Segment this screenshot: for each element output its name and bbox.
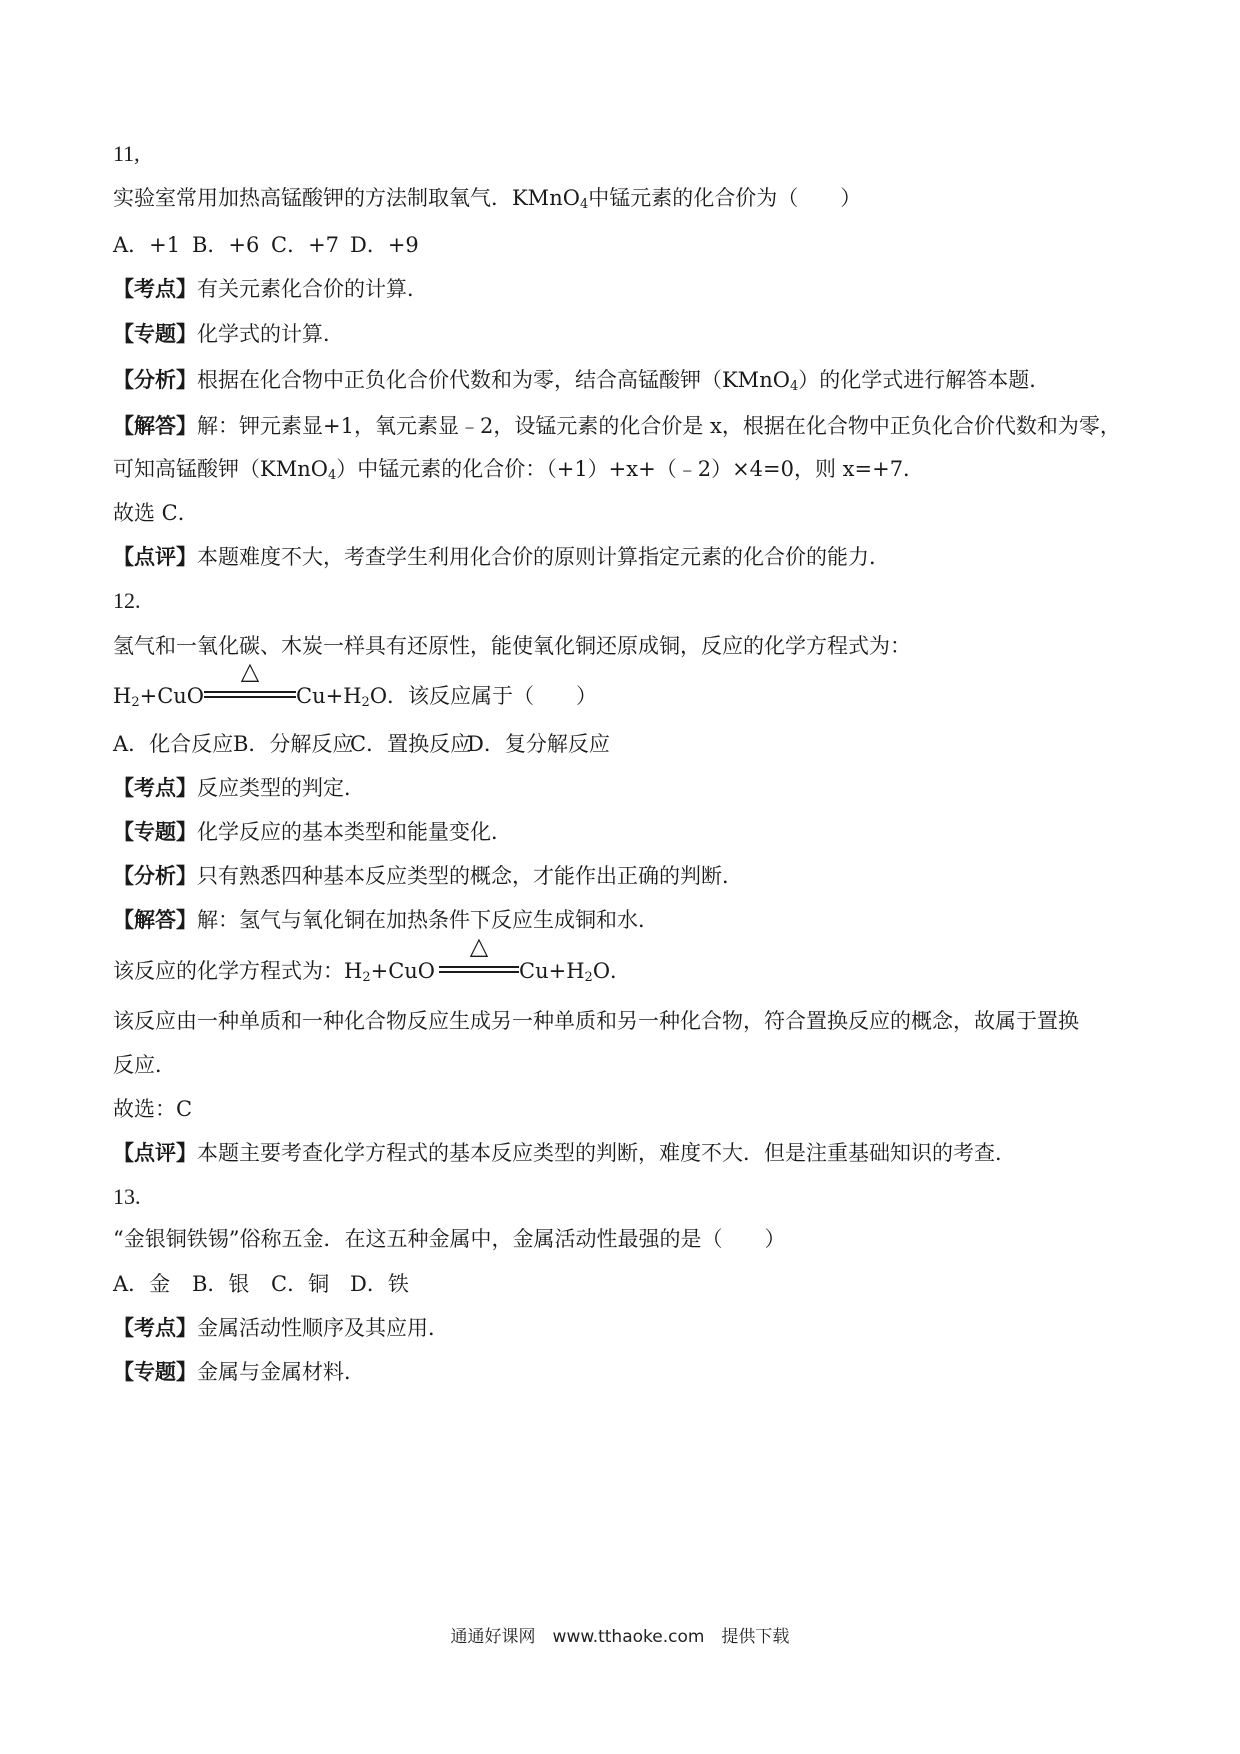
dianping-row: 【点评】本题难度不大，考查学生利用化合价的原则计算指定元素的化合价的能力． — [113, 544, 890, 569]
reaction-arrow — [204, 657, 296, 705]
kaodian-tag: 【考点】 — [113, 1315, 197, 1340]
reaction-arrow — [439, 932, 519, 980]
option-c: C．铜 — [271, 1272, 330, 1296]
kaodian-tag: 【考点】 — [113, 775, 197, 800]
option-b: B．+6 — [192, 233, 260, 257]
kaodian-row: 【考点】有关元素化合价的计算． — [113, 276, 428, 301]
option-d: D．复分解反应 — [467, 732, 610, 756]
fenxi-tag: 【分析】 — [113, 863, 197, 888]
chemical-equation-line: 该反应的化学方程式为：$H_2+CuO$ △ $Cu+H_2O$． — [113, 932, 632, 985]
question-stem: 氢气和一氧化碳、木炭一样具有还原性，能使氧化铜还原成铜，反应的化学方程式为： — [113, 634, 911, 658]
fenxi-tag: 【分析】 — [113, 367, 197, 392]
zhuanti-row: 【专题】金属与金属材料． — [113, 1359, 365, 1384]
fenxi-row: 【分析】根据在化合物中正负化合价代数和为零，结合高锰酸钾（KMnO$_4$）的化学式进行解答本题． — [113, 367, 1051, 394]
jieda-tag: 【解答】 — [113, 413, 197, 438]
option-b: B．银 — [192, 1272, 250, 1296]
jieda-continuation: 可知高锰酸钾（KMnO$_4$）中锰元素的化合价：（+1）+x+（﹣2）×4=0，则 x=+7． — [113, 457, 925, 483]
chemical-equation-line: $H_2+CuO$ △ $Cu+H_2O$．该反应属于（ ） — [113, 657, 598, 710]
jieda-tag: 【解答】 — [113, 907, 197, 932]
jieda-continuation: 反应． — [113, 1053, 176, 1077]
jieda-row: 【解答】解：氢气与氧化铜在加热条件下反应生成铜和水． — [113, 907, 659, 932]
page-footer: 通通好课网 www.tthaoke.com 提供下载 — [450, 1627, 790, 1647]
dianping-tag: 【点评】 — [113, 1140, 197, 1165]
jieda-row: 【解答】解：钾元素显+1，氧元素显﹣2，设锰元素的化合价是 x，根据在化合物中正负化合价代数和为零， — [113, 413, 1121, 438]
question-stem: 实验室常用加热高锰酸钾的方法制取氧气．KMnO$_4$中锰元素的化合价为（ ） — [113, 186, 862, 212]
option-a: A．化合反应 — [113, 732, 234, 756]
answer-line: 故选：C — [113, 1097, 193, 1121]
answer-options — [113, 730, 610, 758]
option-d: D．+9 — [350, 233, 419, 257]
option-c: C．置换反应 — [350, 732, 472, 756]
option-a: A．+1 — [113, 233, 181, 257]
jieda-continuation: 该反应由一种单质和一种化合物反应生成另一种单质和另一种化合物，符合置换反应的概念，故属于置换 — [113, 1009, 1079, 1033]
zhuanti-row: 【专题】化学反应的基本类型和能量变化． — [113, 819, 512, 844]
question-number: 11, — [113, 141, 140, 166]
heat-triangle-icon: △ — [469, 932, 489, 960]
question-number: 13. — [113, 1184, 141, 1209]
zhuanti-tag: 【专题】 — [113, 819, 197, 844]
heat-triangle-icon: △ — [240, 657, 260, 685]
zhuanti-tag: 【专题】 — [113, 321, 197, 346]
fenxi-row: 【分析】只有熟悉四种基本反应类型的概念，才能作出正确的判断． — [113, 863, 743, 888]
question-number: 12. — [113, 588, 141, 613]
zhuanti-tag: 【专题】 — [113, 1359, 197, 1384]
question-stem: “金银铜铁锡”俗称五金．在这五种金属中，金属活动性最强的是（ ） — [113, 1227, 786, 1251]
kaodian-tag: 【考点】 — [113, 276, 197, 301]
option-a: A．金 — [113, 1272, 171, 1296]
answer-options — [113, 231, 419, 259]
option-d: D．铁 — [350, 1272, 409, 1296]
kaodian-row: 【考点】金属活动性顺序及其应用． — [113, 1315, 449, 1340]
answer-options — [113, 1270, 409, 1298]
kaodian-row: 【考点】反应类型的判定． — [113, 775, 365, 800]
zhuanti-row: 【专题】化学式的计算． — [113, 321, 344, 346]
answer-line: 故选 C． — [113, 501, 199, 525]
dianping-row: 【点评】本题主要考查化学方程式的基本反应类型的判断，难度不大．但是注重基础知识的考查． — [113, 1140, 1016, 1165]
option-c: C．+7 — [271, 233, 340, 257]
dianping-tag: 【点评】 — [113, 544, 197, 569]
option-b: B．分解反应 — [233, 732, 354, 756]
